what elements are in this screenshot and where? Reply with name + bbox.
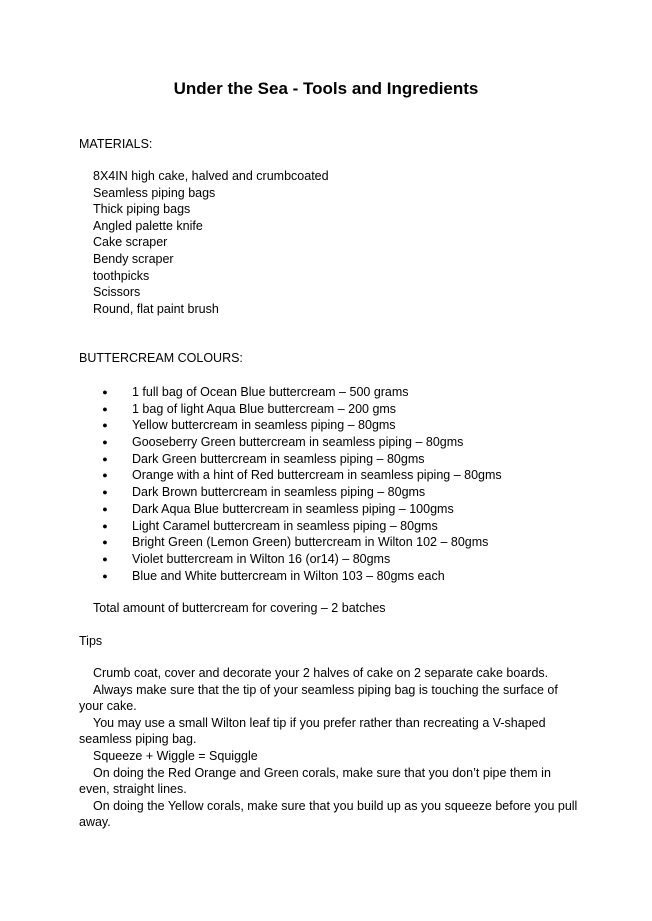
bullet-icon: ● bbox=[102, 487, 108, 498]
list-item: Seamless piping bags bbox=[93, 185, 216, 200]
materials-heading: MATERIALS: bbox=[79, 137, 153, 151]
page-title: Under the Sea - Tools and Ingredients bbox=[173, 79, 479, 98]
tip-paragraph: On doing the Yellow corals, make sure that you build up as you squeeze before you pull away. bbox=[79, 798, 578, 830]
tip-paragraph: You may use a small Wilton leaf tip if you prefer rather than recreating a V-shaped seamless piping bag. bbox=[79, 715, 546, 747]
list-item: Bendy scraper bbox=[93, 251, 174, 266]
list-item: Angled palette knife bbox=[93, 218, 203, 233]
bullet-icon: ● bbox=[102, 503, 108, 514]
bullet-icon: ● bbox=[102, 420, 108, 431]
tip-paragraph: On doing the Red Orange and Green corals, make sure that you don’t pipe them in even, straight lines. bbox=[79, 765, 551, 797]
tips-heading: Tips bbox=[79, 634, 103, 648]
bullet-icon: ● bbox=[102, 437, 108, 448]
bullet-icon: ● bbox=[102, 387, 108, 397]
list-item: toothpicks bbox=[93, 268, 150, 283]
list-item: Cake scraper bbox=[93, 235, 168, 250]
bullet-icon: ● bbox=[102, 537, 108, 548]
list-item: 8X4IN high cake, halved and crumbcoated bbox=[93, 169, 329, 183]
list-item: Round, flat paint brush bbox=[93, 301, 219, 316]
tip-paragraph: Squeeze + Wiggle = Squiggle bbox=[93, 748, 258, 763]
bullet-icon: ● bbox=[102, 570, 108, 581]
bullet-icon: ● bbox=[102, 403, 108, 414]
buttercream-heading: BUTTERCREAM COLOURS: bbox=[79, 351, 243, 365]
tips-list bbox=[79, 665, 579, 831]
tip-paragraph: Always make sure that the tip of your seamless piping bag is touching the surface of your cake. bbox=[79, 682, 558, 714]
bullet-icon: ● bbox=[102, 520, 108, 531]
list-item: Scissors bbox=[93, 285, 141, 300]
buttercream-total: Total amount of buttercream for covering – 2 batches bbox=[93, 601, 386, 615]
materials-list bbox=[93, 168, 329, 317]
list-item: Thick piping bags bbox=[93, 202, 191, 217]
bullet-icon: ● bbox=[102, 453, 108, 464]
bullet-icon: ● bbox=[102, 470, 108, 481]
tip-paragraph: Crumb coat, cover and decorate your 2 halves of cake on 2 separate cake boards. bbox=[93, 666, 549, 680]
bullet-icon: ● bbox=[102, 553, 108, 564]
